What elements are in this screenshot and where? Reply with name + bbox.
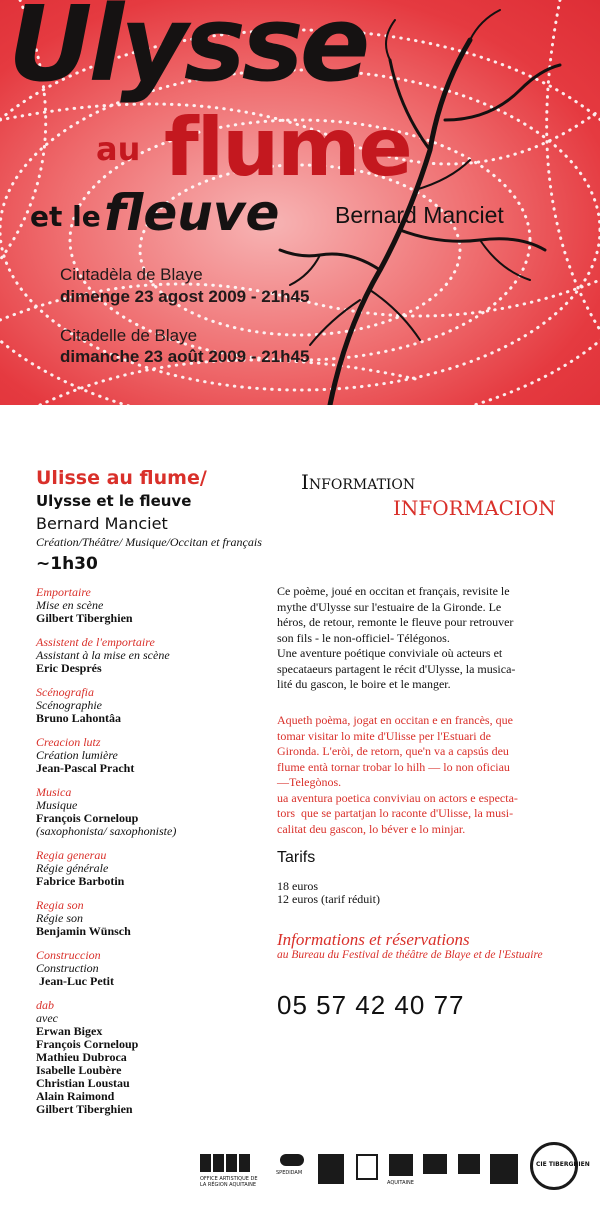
partner-logo [458, 1154, 480, 1174]
credit-item [36, 849, 272, 888]
cast-label-fr: avec [36, 1011, 58, 1025]
reservations-subtitle: au Bureau du Festival de théâtre de Blaye et de l'Estuaire [277, 949, 543, 961]
description-line: specataeurs partagent le récit d'Ulysse, la musica- [277, 661, 516, 676]
spedidam-label: SPEDIDAM [276, 1170, 303, 1176]
cast-name: François Corneloup [36, 1037, 139, 1051]
credit-name: Eric Després [36, 661, 102, 675]
credit-role-fr: Régie générale [36, 861, 109, 875]
credit-role-fr: Création lumière [36, 748, 118, 762]
tarif-item: 18 euros [277, 879, 318, 893]
credit-item [36, 686, 272, 725]
credit-role-oc: Scénografia [36, 685, 94, 699]
show-title: Ulisse au flume/ [36, 467, 207, 489]
credit-item [36, 786, 272, 838]
description-line: flume entà tornar trobar lo hilh — lo non oficiau [277, 759, 510, 774]
partner-logo [356, 1154, 378, 1180]
poster-banner [0, 0, 600, 405]
poster-title-main: Ulysse [8, 0, 367, 105]
credit-role-oc: Regia generau [36, 848, 107, 862]
cast-list [36, 999, 272, 1116]
credit-role-oc: Creacion lutz [36, 735, 101, 749]
credit-role-fr: Musique [36, 798, 78, 812]
credit-name: Benjamin Wünsch [36, 924, 131, 938]
cast-name: Erwan Bigex [36, 1024, 103, 1038]
credit-role-oc: Regia son [36, 898, 84, 912]
credit-name: François Corneloup [36, 811, 139, 825]
company-seal-logo [530, 1142, 590, 1190]
cast-name: Christian Loustau [36, 1076, 130, 1090]
credits-column [36, 466, 272, 1127]
poster-date-line: Ciutadèla de Blaye [60, 265, 203, 284]
description-line: héros, de retour, remonte le fleuve pour retrouver [277, 615, 514, 629]
reservations-title: Informations et réservations [277, 930, 470, 949]
poster-date-line: dimanche 23 août 2009 - 21h45 [60, 347, 310, 366]
credit-role-fr: Construction [36, 961, 99, 975]
cast-name: Alain Raimond [36, 1089, 115, 1103]
credit-item [36, 636, 272, 675]
partner-logo [423, 1154, 447, 1174]
credit-role-fr: Assistant à la mise en scène [36, 648, 170, 662]
credit-role-fr: Régie son [36, 911, 83, 925]
description-line: Ce poème, joué en occitan et français, revisite le [277, 584, 510, 598]
partner-logo [490, 1154, 518, 1184]
description-line: calitat deu gascon, lo béver e lo minjar. [277, 821, 466, 836]
partner-logo [318, 1154, 344, 1184]
description-line: tors que se partatjan lo raconte d'Ulisse, la musi- [277, 806, 514, 820]
credit-role-oc: Musica [36, 785, 72, 799]
info-heading-fr: Information [301, 470, 416, 494]
poster-author: Bernard Manciet [335, 202, 504, 228]
show-subtitle: Ulysse et le fleuve [36, 492, 192, 510]
credit-role-fr: Mise en scène [36, 598, 104, 612]
description-line: tomar visitar lo mite d'Ulisse per l'Estuari de [277, 728, 491, 743]
credit-name: Fabrice Barbotin [36, 874, 125, 888]
poster-title-flume: flume [164, 101, 411, 194]
tarifs-title: Tarifs [277, 849, 316, 866]
description-line: Gironda. L'eròi, de retorn, que'n va a capsús deu [277, 744, 509, 758]
poster-title-etle: et le [30, 200, 101, 233]
aquitaine-label: AQUITAINE [387, 1180, 414, 1186]
description-oc [277, 713, 567, 837]
poster-date-line: dimenge 23 agost 2009 - 21h45 [60, 287, 310, 306]
credit-note: (saxophonista/ saxophoniste) [36, 824, 177, 838]
credit-role-oc: Construccion [36, 948, 101, 962]
show-genre: Création/Théâtre/ Musique/Occitan et français [36, 535, 262, 549]
description-line: ua aventura poetica conviviau on actors e especta- [277, 790, 518, 805]
show-author: Bernard Manciet [36, 514, 168, 533]
description-fr [277, 584, 567, 693]
info-column [277, 466, 582, 1026]
credits-list [36, 586, 272, 1116]
description-line: son fils - le non-officiel- Télégonos. [277, 630, 450, 645]
credit-name: Gilbert Tiberghien [36, 611, 133, 625]
show-duration: ~1h30 [36, 554, 98, 574]
credit-item [36, 949, 272, 988]
credit-role-fr: Scénographie [36, 698, 102, 712]
phone-number: 05 57 42 40 77 [277, 990, 465, 1020]
tarifs-list [277, 880, 380, 906]
tarif-item: 12 euros (tarif réduit) [277, 892, 380, 906]
oara-caption: OFFICE ARTISTIQUE DE LA RÉGION AQUITAINE [200, 1176, 258, 1188]
description-line: Une aventure poétique conviviale où acteurs et [277, 646, 503, 660]
cast-name: Mathieu Dubroca [36, 1050, 127, 1064]
credit-item [36, 899, 272, 938]
description-line: —Telegònos. [277, 775, 342, 789]
credit-name: Jean-Luc Petit [36, 974, 114, 988]
info-heading-oc: INFORMACION [393, 496, 556, 520]
partner-logos [196, 1140, 600, 1200]
credit-role-oc: Assistent de l'emportaire [36, 635, 155, 649]
credit-name: Jean-Pascal Pracht [36, 761, 135, 775]
credit-item [36, 586, 272, 625]
cast-name: Isabelle Loubère [36, 1063, 122, 1077]
cast-name: Gilbert Tiberghien [36, 1102, 133, 1116]
description-line: Aqueth poèma, jogat en occitan e en francès, que [277, 713, 513, 727]
poster-title-au: au [96, 130, 141, 168]
description-line: lité du gascon, le boire et le manger. [277, 677, 451, 691]
seal-text: CIE TIBERGHIEN [536, 1161, 590, 1168]
description-line: mythe d'Ulysse sur l'estuaire de la Gironde. Le [277, 599, 502, 614]
poster-title-fleuve: fleuve [104, 184, 280, 242]
credit-item [36, 736, 272, 775]
credit-role-oc: Emportaire [36, 585, 91, 599]
credit-name: Bruno Lahontâa [36, 711, 122, 725]
poster-date-line: Citadelle de Blaye [60, 326, 198, 345]
cast-label-oc: dab [36, 998, 54, 1012]
